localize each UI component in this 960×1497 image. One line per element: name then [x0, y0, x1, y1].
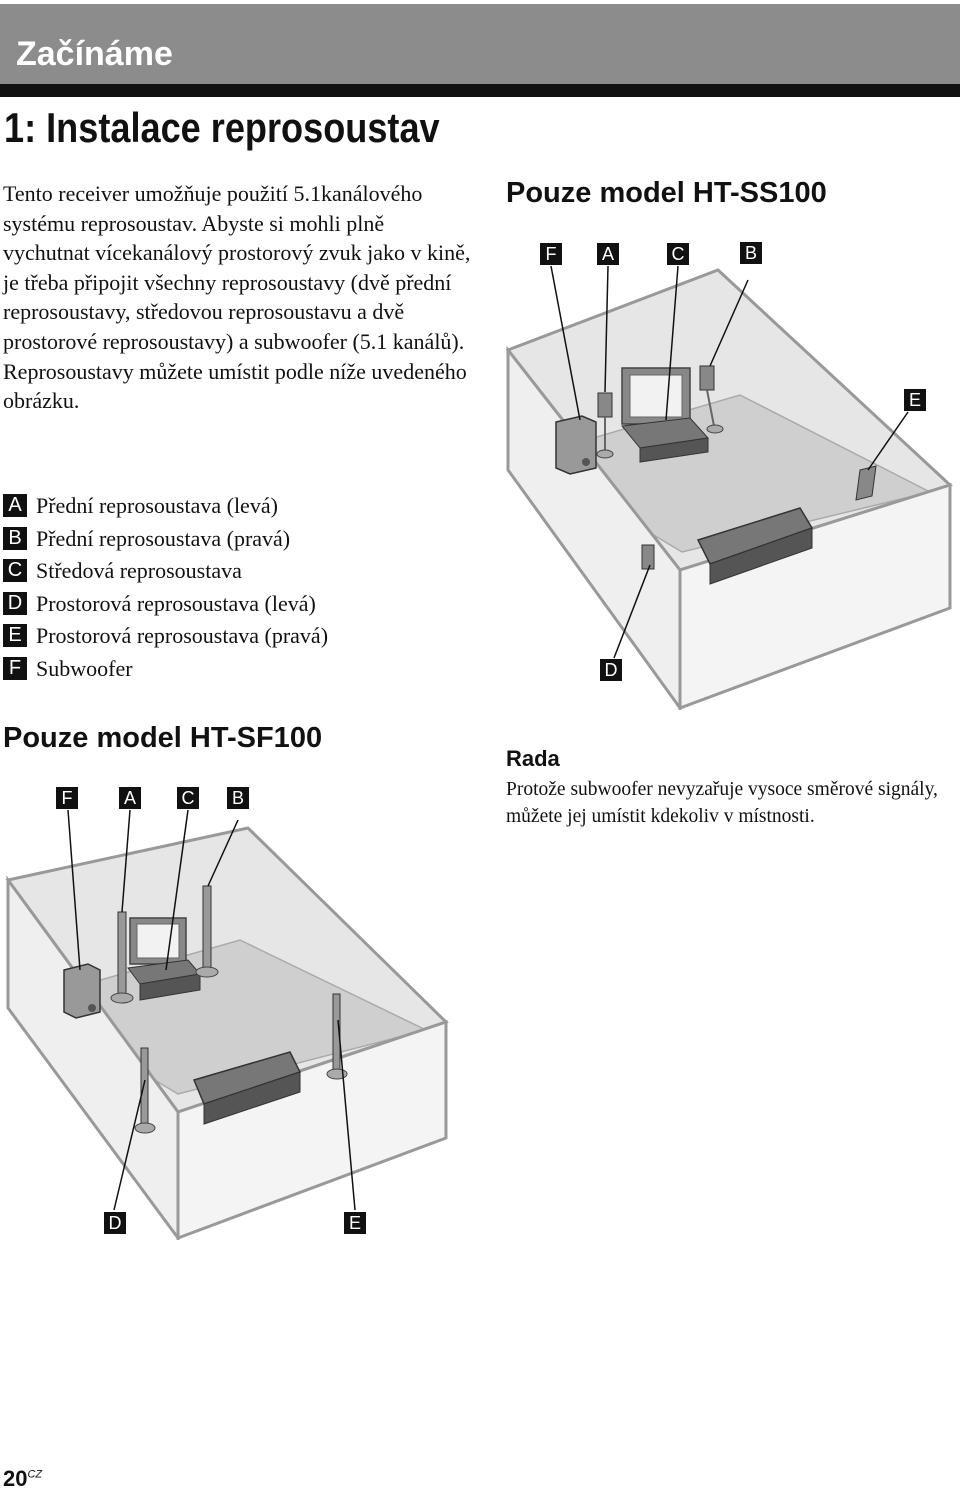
- intro-paragraph-1: Tento receiver umožňuje použití 5.1kanálového systému reprosoustav. Abyste si mohli plně vychutnat vícekanálový prostorový zvuk jako v kině, je třeba připojit všechny reprosoustavy (dvě přední reprosoustavy, středovou reprosoustavu a dvě prostorové reprosoustavy) a subwoofer (5.1 kanálů).: [3, 181, 471, 354]
- legend-item: [3, 524, 328, 557]
- legend-letter-badge: A: [3, 494, 27, 517]
- tip-heading: Rada: [506, 746, 560, 771]
- svg-text:B: B: [744, 243, 758, 263]
- front-left-speaker-base-icon: [597, 450, 613, 458]
- section-divider: [0, 84, 960, 97]
- legend-letter-badge: D: [3, 592, 27, 615]
- subwoofer-port-icon: [88, 1004, 96, 1012]
- front-left-speaker-icon: [598, 393, 612, 417]
- legend-letter-badge: F: [3, 657, 27, 680]
- diagram-label: [344, 1212, 366, 1234]
- legend-text: Prostorová reprosoustava (pravá): [36, 623, 329, 649]
- subwoofer-port-icon: [582, 458, 590, 466]
- legend-text: Prostorová reprosoustava (levá): [36, 590, 316, 616]
- diagram-label: [104, 1212, 126, 1234]
- diagram-title-ss100: Pouze model HT-SS100: [506, 177, 827, 209]
- diagram-label: [56, 787, 78, 809]
- svg-text:E: E: [348, 1213, 362, 1233]
- diagram-label: [904, 389, 926, 411]
- legend-item: [3, 589, 328, 622]
- intro-paragraph-2: Reprosoustavy můžete umístit podle níže uvedeného obrázku.: [3, 358, 467, 414]
- svg-text:A: A: [123, 788, 137, 808]
- svg-text:F: F: [61, 788, 73, 808]
- front-right-speaker-icon: [700, 366, 714, 390]
- svg-text:C: C: [671, 244, 685, 264]
- legend-item: [3, 491, 328, 524]
- diagram-label: [597, 243, 619, 265]
- svg-text:B: B: [231, 788, 245, 808]
- svg-text:F: F: [545, 244, 557, 264]
- surround-left-speaker-base-icon: [135, 1123, 155, 1133]
- legend-letter-badge: B: [3, 527, 27, 550]
- legend-text: Středová reprosoustava: [36, 558, 242, 584]
- page-number-value: 20: [3, 1466, 28, 1491]
- svg-text:A: A: [601, 244, 615, 264]
- legend-letter-badge: C: [3, 559, 27, 582]
- page-language-code: CZ: [27, 1468, 43, 1481]
- front-right-speaker-icon: [203, 886, 211, 972]
- tip-text: Protože subwoofer nevyzařuje vysoce směrové signály, můžete jej umístit kdekoliv v místnosti.: [506, 779, 938, 827]
- surround-left-speaker-icon: [642, 545, 654, 569]
- legend-letter-badge: E: [3, 624, 27, 647]
- page-number: [3, 1466, 42, 1492]
- diagram-label: [740, 242, 762, 264]
- tv-screen-icon: [630, 375, 682, 417]
- front-left-speaker-icon: [118, 912, 126, 998]
- diagram-label: [540, 243, 562, 265]
- intro-text: [3, 179, 473, 416]
- diagram-label: [667, 243, 689, 265]
- surround-right-speaker-base-icon: [327, 1069, 347, 1079]
- section-header-bar: [0, 4, 960, 84]
- legend-item: [3, 556, 328, 589]
- speaker-legend: [3, 491, 328, 687]
- diagram-label: [600, 659, 622, 681]
- legend-text: Subwoofer: [36, 655, 133, 681]
- front-right-speaker-base-icon: [196, 967, 218, 977]
- svg-text:D: D: [108, 1213, 122, 1233]
- room-diagram-ss100: [500, 230, 960, 710]
- tv-screen-icon: [137, 924, 179, 958]
- diagram-label: [119, 787, 141, 809]
- diagram-label: [227, 787, 249, 809]
- chapter-title: 1: Instalace reprosoustav: [4, 104, 440, 151]
- front-right-speaker-base-icon: [707, 425, 723, 433]
- subwoofer-icon: [556, 416, 596, 474]
- surround-left-speaker-icon: [141, 1048, 148, 1128]
- svg-text:D: D: [604, 660, 618, 680]
- diagram-title-sf100: Pouze model HT-SF100: [3, 722, 323, 754]
- legend-item: [3, 654, 328, 687]
- legend-text: Přední reprosoustava (pravá): [36, 525, 291, 551]
- legend-item: [3, 621, 328, 654]
- svg-text:C: C: [181, 788, 195, 808]
- legend-text: Přední reprosoustava (levá): [36, 493, 278, 518]
- section-title: Začínáme: [16, 35, 173, 73]
- room-diagram-sf100: [0, 780, 460, 1240]
- diagram-label: [177, 787, 199, 809]
- svg-text:E: E: [908, 390, 922, 410]
- front-left-speaker-base-icon: [111, 993, 133, 1003]
